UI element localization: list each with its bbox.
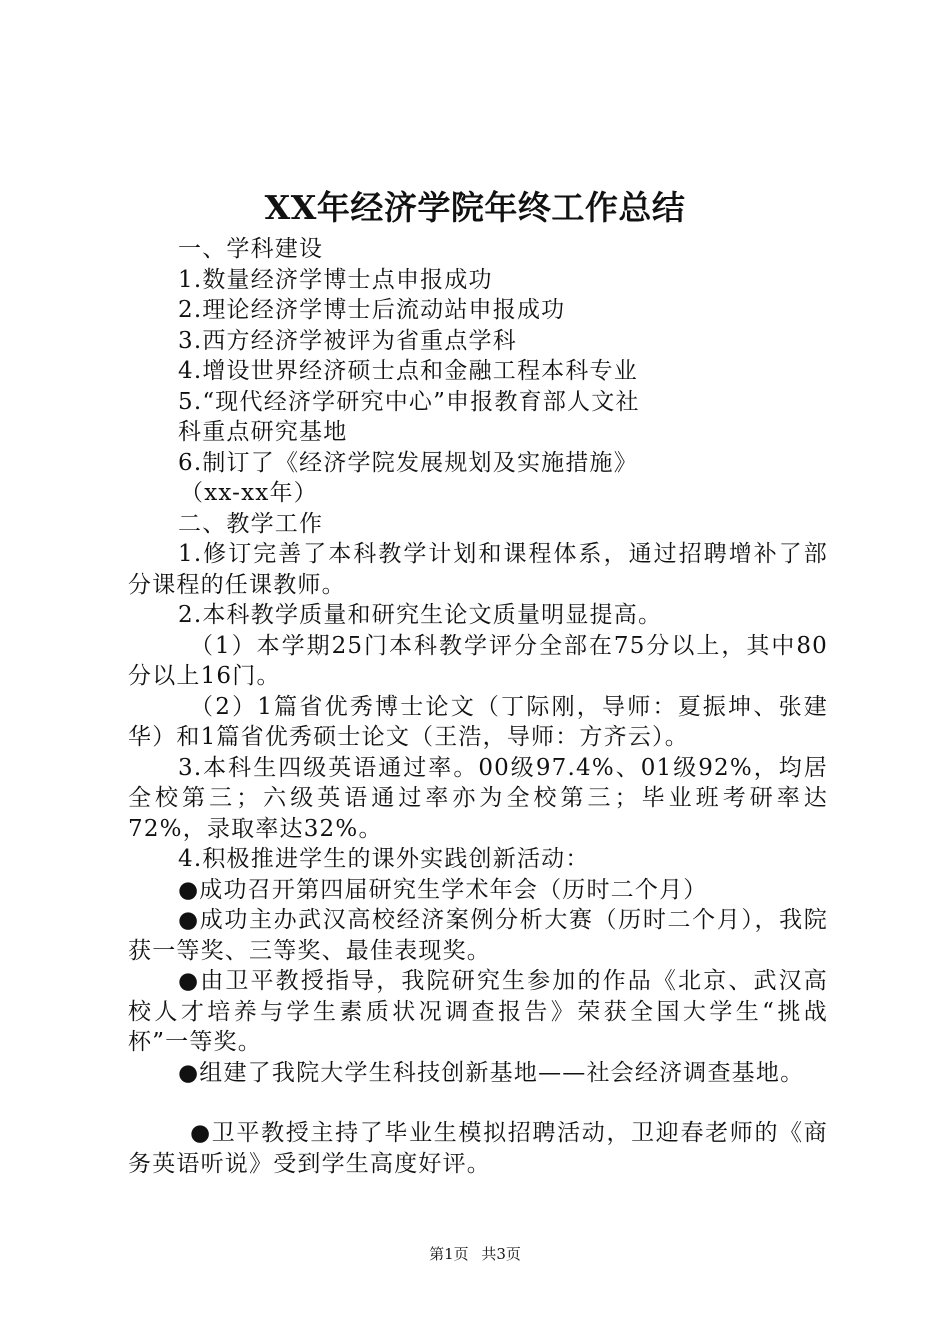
page-number: 第1页 bbox=[429, 1245, 469, 1263]
list-item: 6.制订了《经济学院发展规划及实施措施》 bbox=[178, 449, 638, 476]
list-item-continuation: （xx-xx年） bbox=[180, 480, 318, 506]
paragraph: 3.本科生四级英语通过率。00级97.4%、01级92%，均居全校第三；六级英语通过率亦为全校第三；毕业班考研率达72%，录取率达32%。 bbox=[128, 754, 828, 842]
section-heading-discipline: 一、学科建设 bbox=[178, 236, 324, 262]
bullet-item: ●由卫平教授指导，我院研究生参加的作品《北京、武汉高校人才培养与学生素质状况调查报告》荣获全国大学生“挑战杯”一等奖。 bbox=[128, 968, 828, 1055]
list-item: 4.增设世界经济硕士点和金融工程本科专业 bbox=[178, 358, 638, 384]
document-body bbox=[128, 234, 828, 1179]
paragraph: 2.本科教学质量和研究生论文质量明显提高。 bbox=[178, 602, 663, 628]
paragraph: （2）1篇省优秀博士论文（丁际刚，导师：夏振坤、张建华）和1篇省优秀硕士论文（王浩，导师：方齐云）。 bbox=[128, 693, 828, 750]
page-title: XX年经济学院年终工作总结 bbox=[264, 188, 686, 227]
bullet-item: ●卫平教授主持了毕业生模拟招聘活动，卫迎春老师的《商务英语听说》受到学生高度好评。 bbox=[128, 1120, 828, 1177]
page-total: 共3页 bbox=[481, 1245, 521, 1263]
list-item: 5.“现代经济学研究中心”申报教育部人文社 bbox=[178, 388, 640, 415]
list-item: 2.理论经济学博士后流动站申报成功 bbox=[178, 297, 566, 323]
paragraph: （1）本学期25门本科教学评分全部在75分以上，其中80分以上16门。 bbox=[128, 632, 828, 689]
page-footer bbox=[0, 1244, 950, 1264]
paragraph: 1.修订完善了本科教学计划和课程体系，通过招聘增补了部分课程的任课教师。 bbox=[128, 541, 828, 598]
bullet-item: ●成功召开第四届研究生学术年会（历时二个月） bbox=[178, 876, 708, 903]
bullet-item: ●组建了我院大学生科技创新基地——社会经济调查基地。 bbox=[178, 1059, 805, 1086]
section-heading-teaching: 二、教学工作 bbox=[178, 510, 324, 537]
list-item: 1.数量经济学博士点申报成功 bbox=[178, 266, 493, 293]
paragraph: 4.积极推进学生的课外实践创新活动： bbox=[178, 846, 590, 872]
bullet-item: ●成功主办武汉高校经济案例分析大赛（历时二个月），我院获一等奖、三等奖、最佳表现奖。 bbox=[128, 907, 828, 964]
list-item: 3.西方经济学被评为省重点学科 bbox=[178, 327, 517, 354]
blank-line bbox=[128, 1088, 828, 1118]
list-item-continuation: 科重点研究基地 bbox=[178, 419, 348, 445]
